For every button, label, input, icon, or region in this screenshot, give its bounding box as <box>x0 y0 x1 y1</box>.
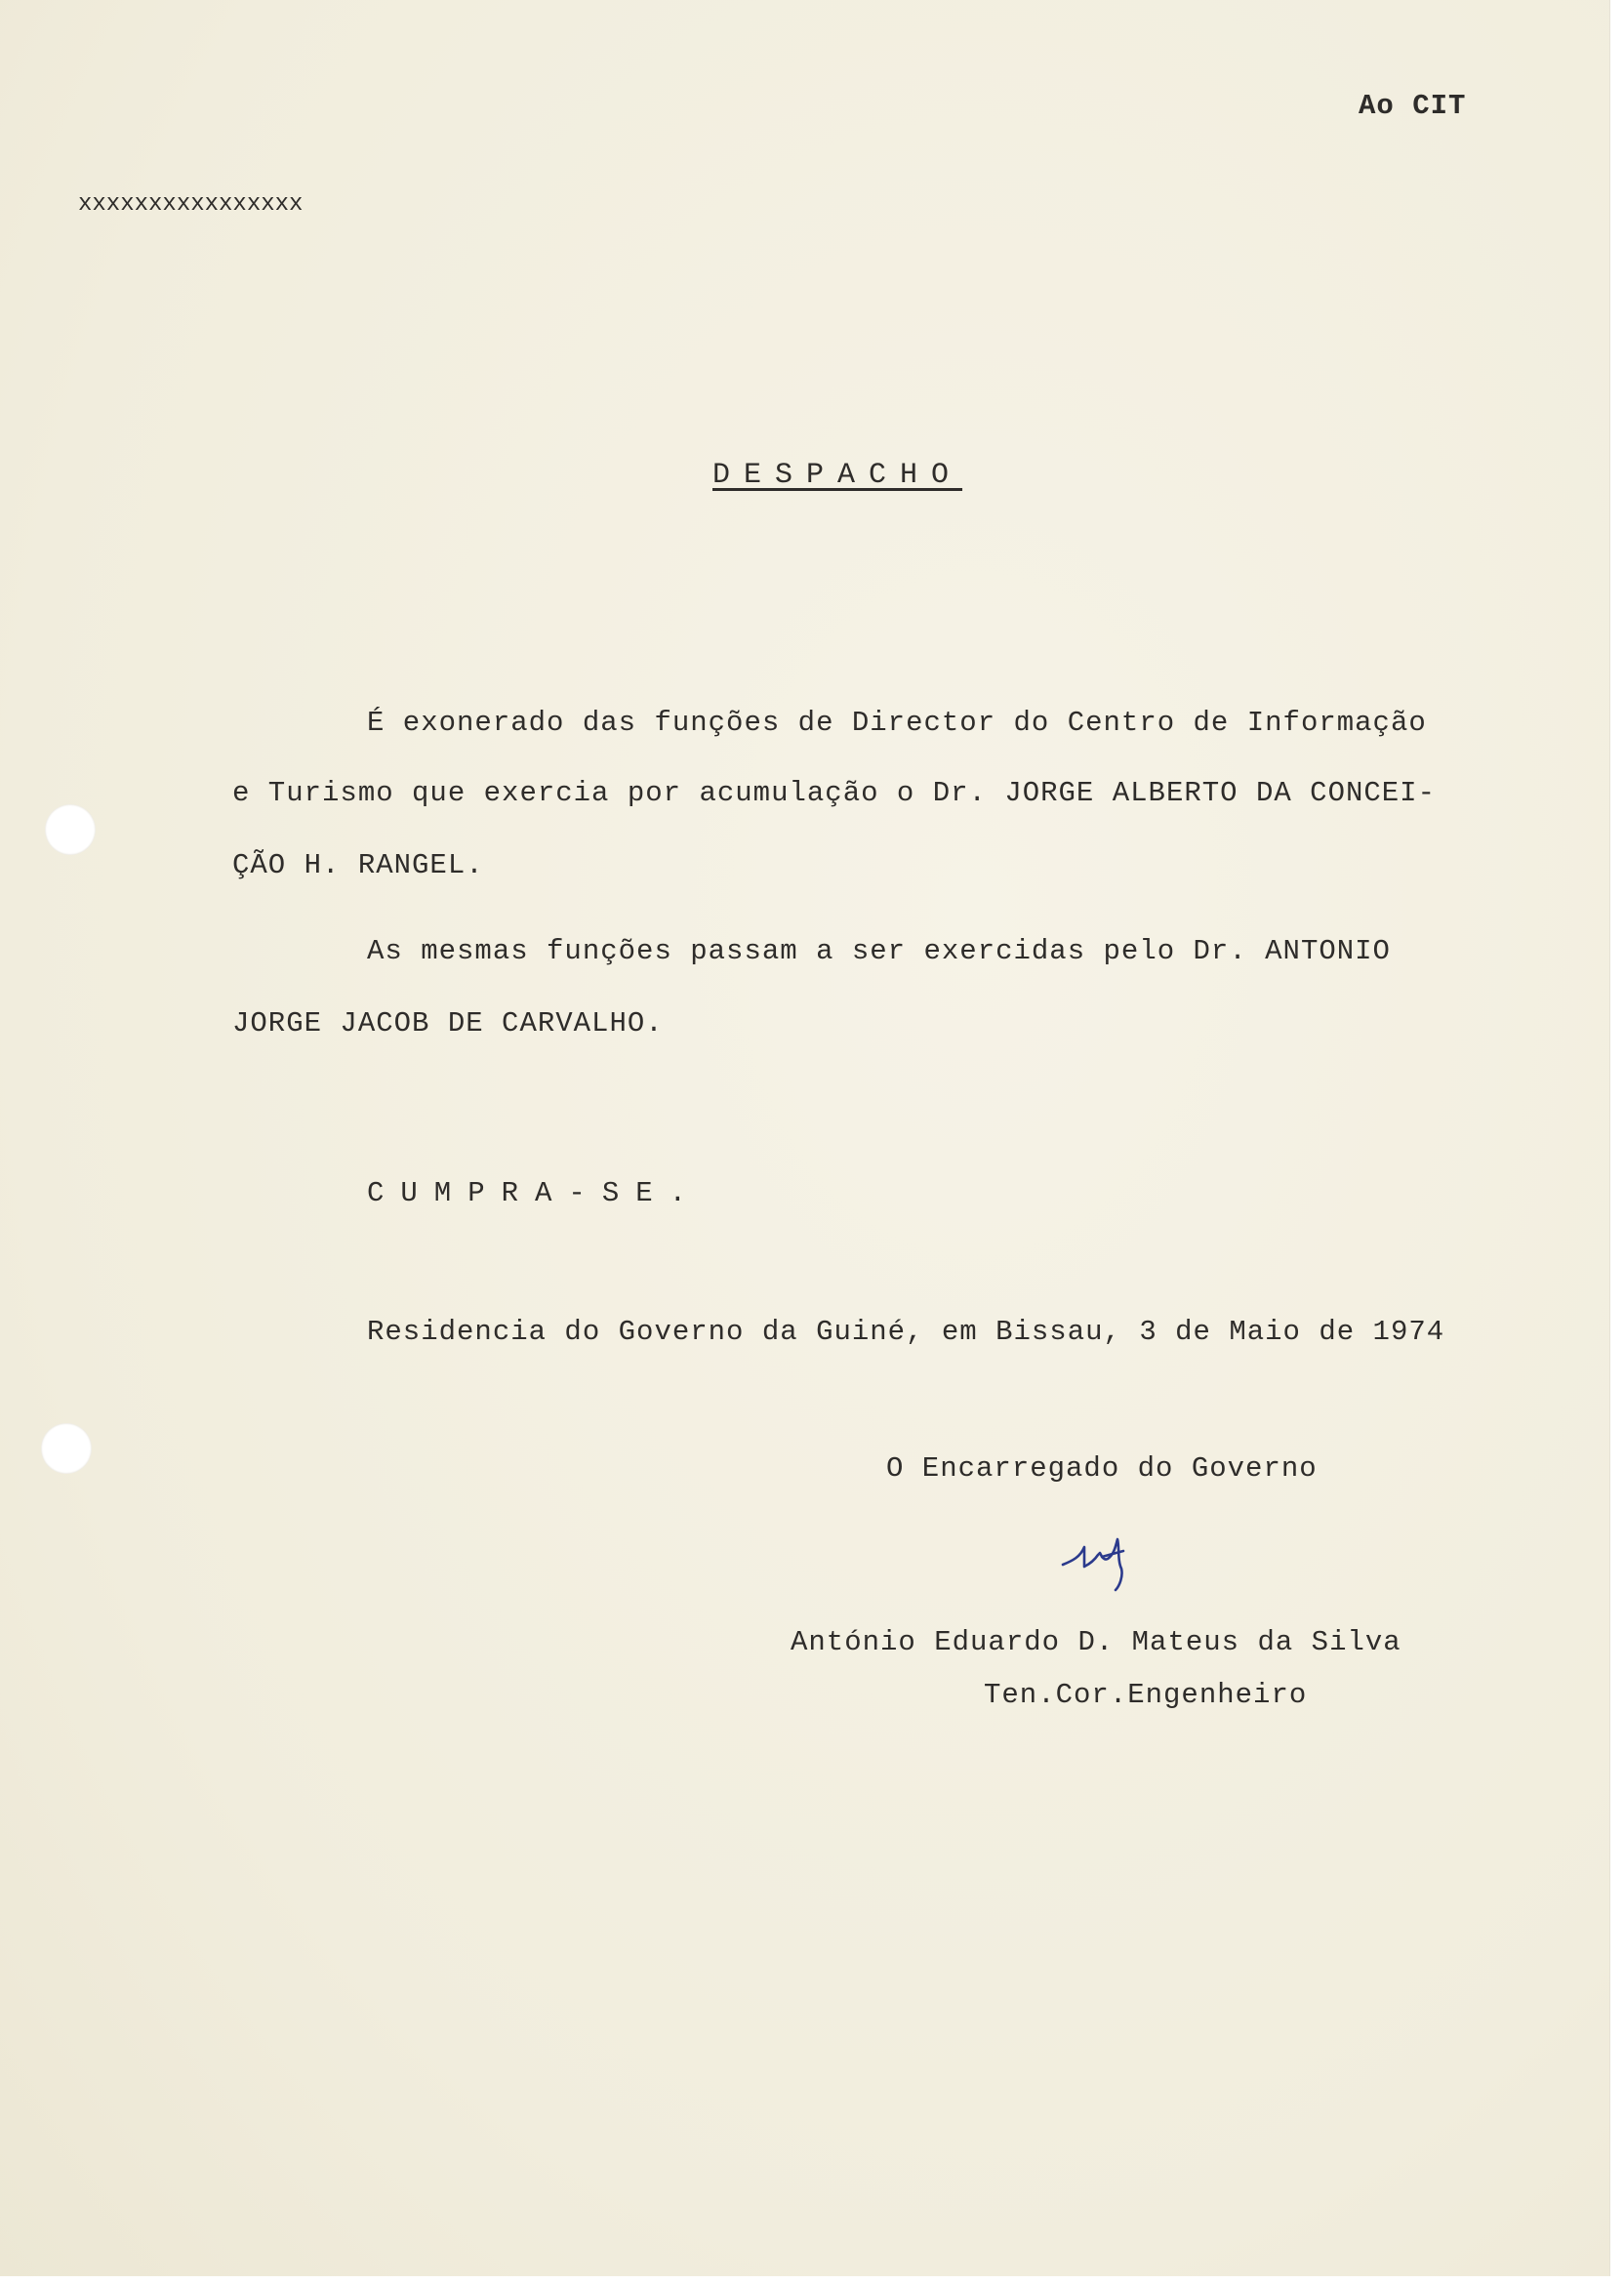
paragraph-1-line-3: ÇÃO H. RANGEL. <box>232 849 484 881</box>
addressee: Ao CIT <box>1359 90 1467 122</box>
scan-edge-bottom <box>0 2276 1624 2284</box>
signatory-role: O Encarregado do Governo <box>886 1452 1318 1485</box>
scan-edge-right <box>1609 0 1624 2284</box>
handwritten-signature <box>1059 1518 1196 1596</box>
punch-hole-bottom <box>41 1423 92 1474</box>
paragraph-2-line-2: JORGE JACOB DE CARVALHO. <box>232 1007 664 1040</box>
punch-hole-top <box>45 804 96 855</box>
paragraph-2-line-1: As mesmas funções passam a ser exercidas pelo Dr. ANTONIO <box>367 935 1391 967</box>
signatory-name: António Eduardo D. Mateus da Silva <box>791 1626 1401 1658</box>
signatory-rank: Ten.Cor.Engenheiro <box>984 1679 1308 1711</box>
place-and-date: Residencia do Governo da Guiné, em Bissau, 3 de Maio de 1974 <box>367 1316 1445 1348</box>
document-title: DESPACHO <box>712 459 963 492</box>
cumpra-se: CUMPRA-SE. <box>367 1177 704 1209</box>
paragraph-1-line-1: É exonerado das funções de Director do Centro de Informação <box>367 707 1427 739</box>
paragraph-1-line-2: e Turismo que exercia por acumulação o Dr. JORGE ALBERTO DA CONCEI- <box>232 777 1436 809</box>
redacted-reference: xxxxxxxxxxxxxxxx <box>78 191 304 218</box>
